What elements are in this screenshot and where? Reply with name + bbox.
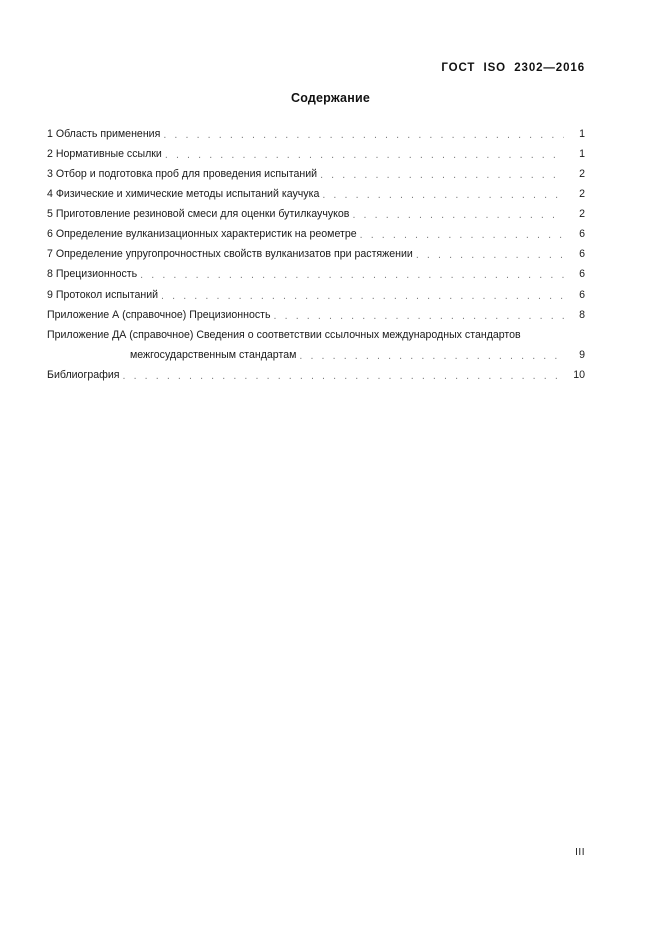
toc-entry-label: 4 Физические и химические методы испытаний каучука <box>47 188 320 200</box>
toc-entry-8[interactable] <box>47 260 585 280</box>
toc-entry-label: 9 Протокол испытаний <box>47 289 159 301</box>
page-number: III <box>575 847 585 858</box>
toc-entry-page: 1 <box>579 148 585 160</box>
toc-entry-page: 1 <box>579 128 585 140</box>
toc-entry-page: 10 <box>573 369 585 381</box>
toc-entry-page: 6 <box>579 268 585 280</box>
toc-entry-6[interactable] <box>47 220 585 240</box>
page-title: Содержание <box>290 91 370 105</box>
dot-leader <box>161 289 564 300</box>
toc-entry-label: Приложение ДА (справочное) Сведения о соответствии ссылочных международных стандартов <box>47 329 521 341</box>
dot-leader <box>322 188 564 199</box>
table-of-contents <box>47 120 585 381</box>
toc-entry-label: 2 Нормативные ссылки <box>47 148 162 160</box>
toc-entry-label: 3 Отбор и подготовка проб для проведения испытаний <box>47 168 318 180</box>
toc-entry-page: 6 <box>579 248 585 260</box>
toc-entry-page: 2 <box>579 168 585 180</box>
toc-entry-1[interactable] <box>47 120 585 140</box>
toc-entry-4[interactable] <box>47 180 585 200</box>
toc-entry-page: 2 <box>579 208 585 220</box>
toc-entry-bibliography[interactable] <box>47 361 585 381</box>
toc-entry-page: 6 <box>579 289 585 301</box>
toc-entry-label: 8 Прецизионность <box>47 268 138 280</box>
dot-leader <box>165 148 564 159</box>
toc-entry-9[interactable] <box>47 280 585 301</box>
toc-entry-appendix-da[interactable] <box>47 321 585 361</box>
dot-leader <box>352 208 564 219</box>
toc-entry-label-continuation: межгосударственным стандартам <box>130 349 297 361</box>
toc-entry-page: 6 <box>579 228 585 240</box>
toc-entry-page: 9 <box>579 349 585 361</box>
toc-entry-label: Приложение А (справочное) Прецизионность <box>47 309 271 321</box>
toc-entry-label: 6 Определение вулканизационных характеристик на реометре <box>47 228 357 240</box>
toc-entry-label: 1 Область применения <box>47 128 161 140</box>
toc-entry-label: Библиография <box>47 369 120 381</box>
toc-entry-3[interactable] <box>47 160 585 180</box>
toc-entry-2[interactable] <box>47 140 585 160</box>
toc-entry-label: 7 Определение упругопрочностных свойств вулканизатов при растяжении <box>47 248 413 260</box>
toc-entry-7[interactable] <box>47 240 585 260</box>
dot-leader <box>416 248 564 259</box>
dot-leader <box>140 268 564 279</box>
dot-leader <box>320 168 564 179</box>
dot-leader <box>274 309 564 320</box>
dot-leader <box>122 369 564 380</box>
toc-entry-appendix-a[interactable] <box>47 301 585 321</box>
toc-entry-page: 8 <box>579 309 585 321</box>
toc-entry-page: 2 <box>579 188 585 200</box>
toc-entry-label: 5 Приготовление резиновой смеси для оценки бутилкаучуков <box>47 208 350 220</box>
dot-leader <box>360 228 564 239</box>
dot-leader <box>163 128 564 139</box>
standard-header: ГОСТ ISO 2302—2016 <box>441 62 585 74</box>
dot-leader <box>299 349 564 360</box>
toc-entry-5[interactable] <box>47 200 585 220</box>
